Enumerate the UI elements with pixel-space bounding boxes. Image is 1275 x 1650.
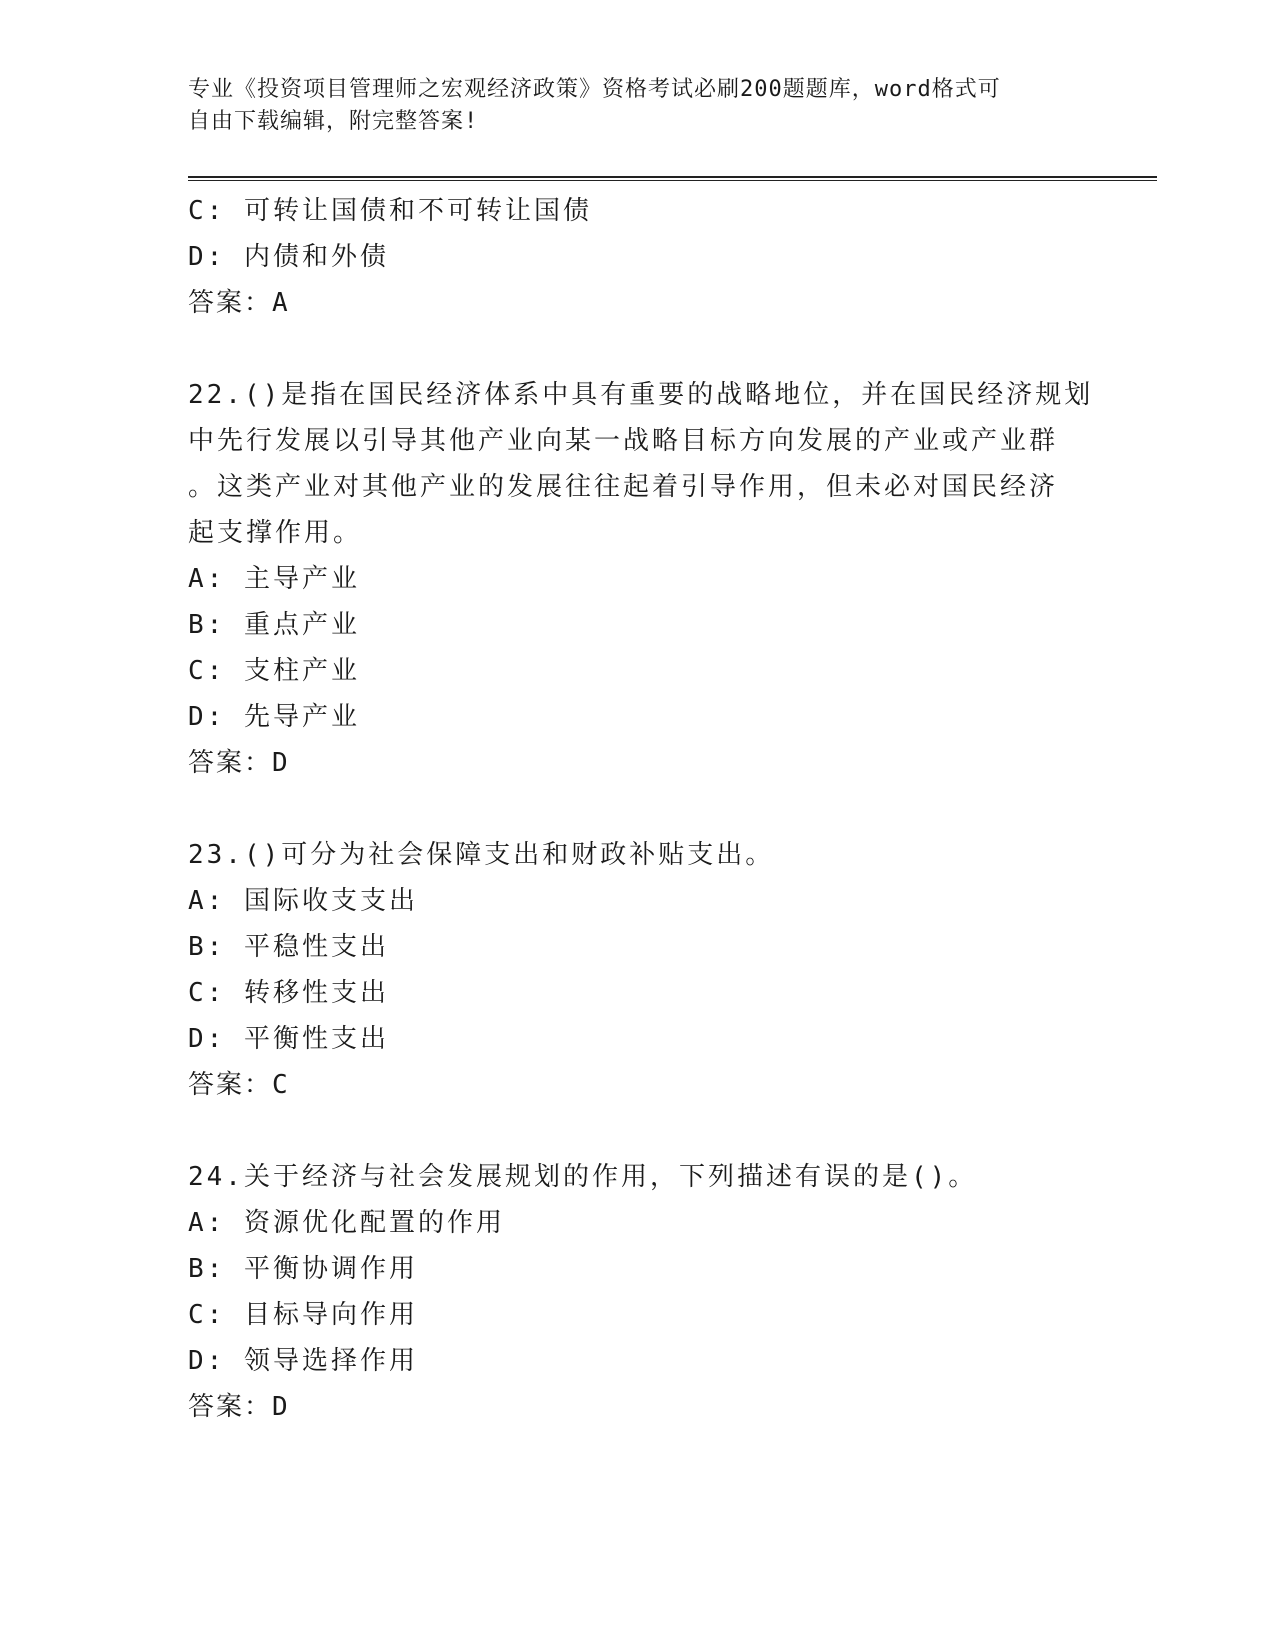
question-stem-line: 22.()是指在国民经济体系中具有重要的战略地位，并在国民经济规划: [188, 380, 1094, 410]
option-d: D: 内债和外债: [188, 242, 389, 272]
header-line-1: 专业《投资项目管理师之宏观经济政策》资格考试必刷200题题库，word格式可: [188, 77, 1001, 102]
question-22: [188, 372, 1094, 786]
option-b: B: 平稳性支出: [188, 932, 389, 962]
option-d: D: 平衡性支出: [188, 1024, 389, 1054]
option-d: D: 先导产业: [188, 702, 360, 732]
option-c: C: 转移性支出: [188, 978, 389, 1008]
option-a: A: 国际收支支出: [188, 886, 418, 916]
question-23: [188, 832, 1088, 1108]
answer-line: 答案：C: [188, 1070, 290, 1100]
option-c: C: 目标导向作用: [188, 1300, 418, 1330]
answer-line: 答案：A: [188, 288, 290, 318]
answer-line: 答案：D: [188, 748, 290, 778]
header-line-2: 自由下载编辑，附完整答案!: [188, 109, 479, 134]
question-21-tail: [188, 188, 1088, 326]
question-stem-line: 起支撑作用。: [188, 518, 363, 548]
question-stem-line: 。这类产业对其他产业的发展往往起着引导作用，但未必对国民经济: [188, 472, 1059, 502]
option-b: B: 重点产业: [188, 610, 360, 640]
answer-line: 答案：D: [188, 1392, 290, 1422]
option-c: C: 支柱产业: [188, 656, 360, 686]
question-list: [188, 188, 1094, 1430]
option-c: C: 可转让国债和不可转让国债: [188, 196, 592, 226]
question-24: [188, 1154, 1088, 1430]
option-a: A: 资源优化配置的作用: [188, 1208, 505, 1238]
question-stem-line: 24.关于经济与社会发展规划的作用，下列描述有误的是()。: [188, 1162, 978, 1192]
header-divider: [188, 176, 1157, 181]
document-header: [188, 74, 1068, 138]
option-b: B: 平衡协调作用: [188, 1254, 418, 1284]
question-stem-line: 中先行发展以引导其他产业向某一战略目标方向发展的产业或产业群: [188, 426, 1059, 456]
option-a: A: 主导产业: [188, 564, 360, 594]
option-d: D: 领导选择作用: [188, 1346, 418, 1376]
question-stem-line: 23.()可分为社会保障支出和财政补贴支出。: [188, 840, 775, 870]
